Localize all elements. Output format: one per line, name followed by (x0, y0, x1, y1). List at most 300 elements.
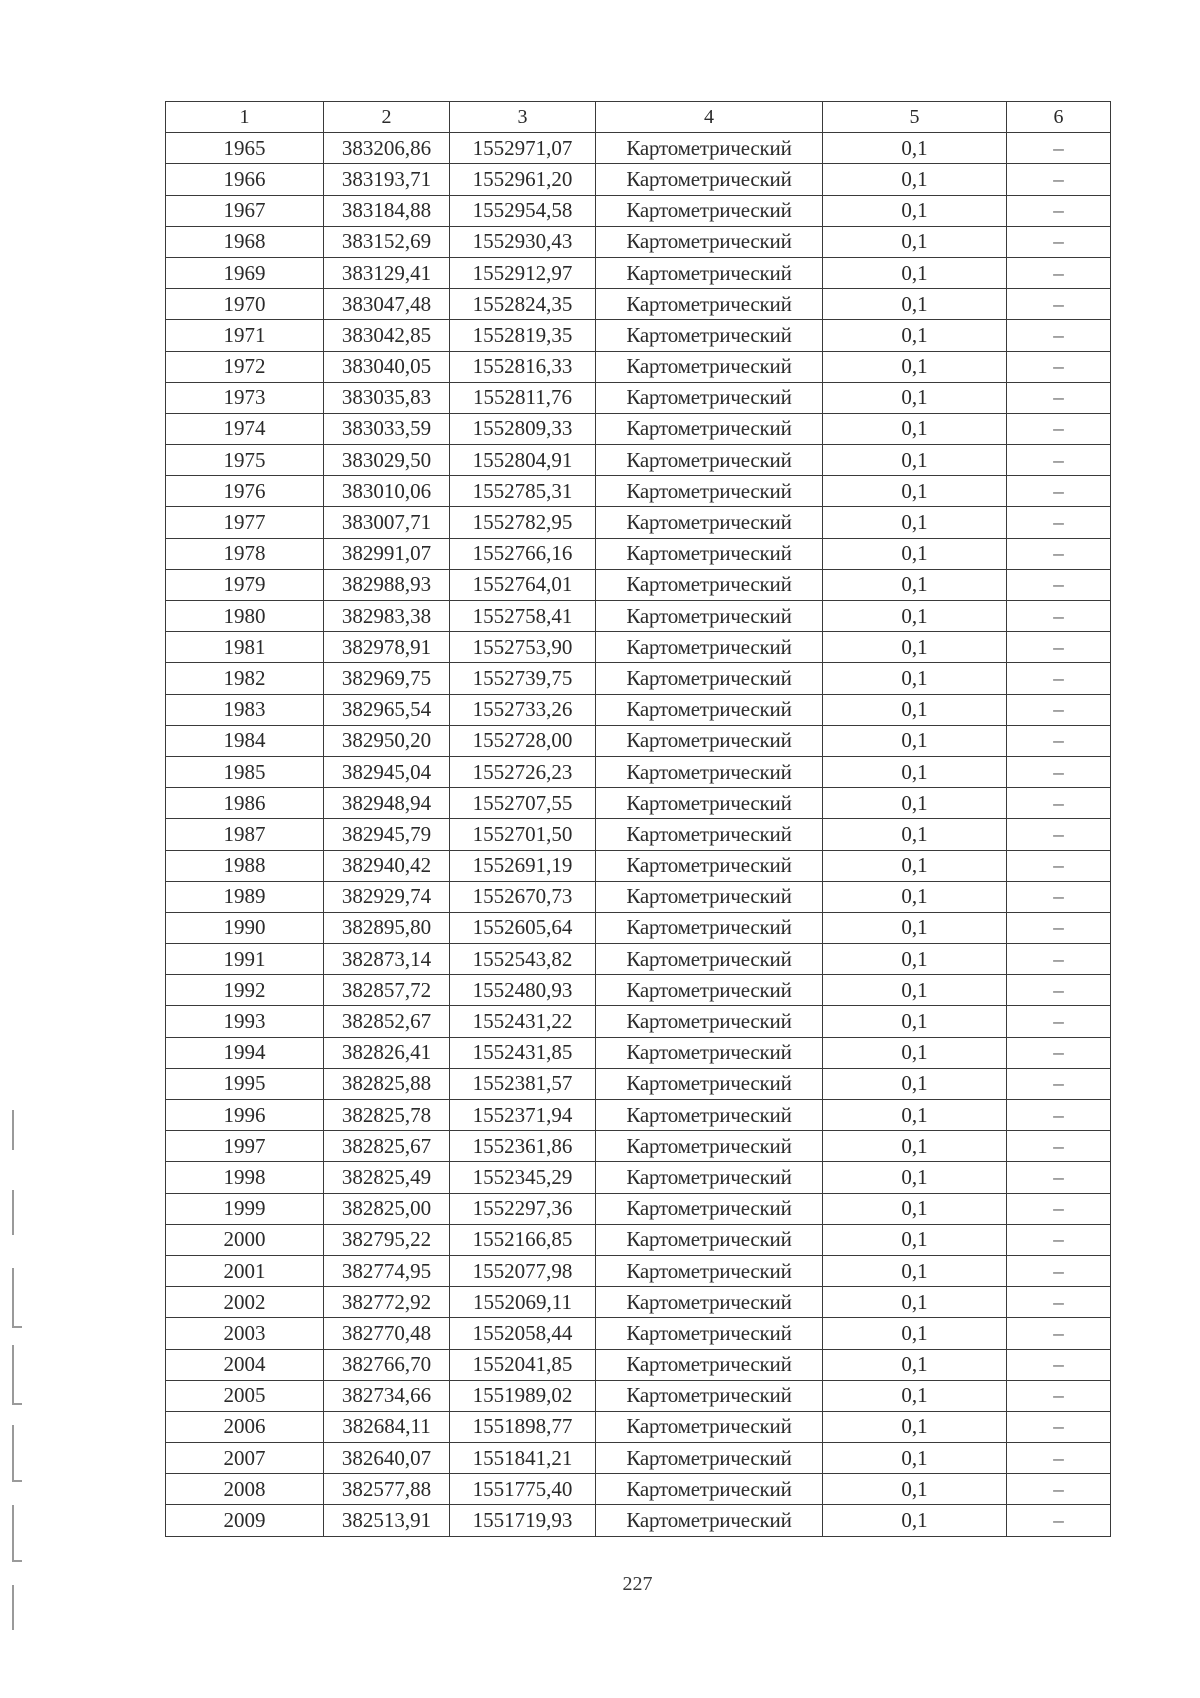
cell-method: Картометрический (596, 1068, 823, 1099)
table-row (166, 975, 1111, 1006)
cell-method: Картометрический (596, 881, 823, 912)
cell-coordinate-y: 1552041,85 (450, 1349, 596, 1380)
cell-point-number: 1986 (166, 788, 324, 819)
table-body (166, 133, 1111, 1536)
table-row (166, 1380, 1111, 1411)
cell-accuracy: 0,1 (823, 725, 1007, 756)
table-row (166, 195, 1111, 226)
table-row (166, 133, 1111, 164)
cell-coordinate-x: 383040,05 (324, 351, 450, 382)
cell-accuracy: 0,1 (823, 445, 1007, 476)
cell-accuracy: 0,1 (823, 1162, 1007, 1193)
cell-coordinate-x: 382969,75 (324, 663, 450, 694)
table-row (166, 1349, 1111, 1380)
cell-coordinate-y: 1552431,85 (450, 1037, 596, 1068)
page-number: 227 (622, 1573, 653, 1595)
cell-method: Картометрический (596, 257, 823, 288)
cell-point-number: 2001 (166, 1255, 324, 1286)
cell-method: Картометрический (596, 1224, 823, 1255)
cell-coordinate-x: 382895,80 (324, 912, 450, 943)
scan-mark (12, 1190, 14, 1235)
cell-coordinate-y: 1552961,20 (450, 164, 596, 195)
table-row (166, 1318, 1111, 1349)
cell-coordinate-x: 382991,07 (324, 538, 450, 569)
table-row (166, 1287, 1111, 1318)
cell-accuracy: 0,1 (823, 1100, 1007, 1131)
cell-note: – (1007, 944, 1111, 975)
cell-coordinate-x: 382988,93 (324, 569, 450, 600)
cell-accuracy: 0,1 (823, 663, 1007, 694)
table-row (166, 881, 1111, 912)
cell-note: – (1007, 912, 1111, 943)
table-row (166, 1505, 1111, 1536)
cell-coordinate-y: 1552766,16 (450, 538, 596, 569)
cell-accuracy: 0,1 (823, 382, 1007, 413)
cell-method: Картометрический (596, 320, 823, 351)
cell-coordinate-y: 1552691,19 (450, 850, 596, 881)
cell-note: – (1007, 164, 1111, 195)
cell-accuracy: 0,1 (823, 569, 1007, 600)
cell-coordinate-y: 1552297,36 (450, 1193, 596, 1224)
table-row (166, 1193, 1111, 1224)
cell-coordinate-x: 383129,41 (324, 257, 450, 288)
cell-point-number: 1974 (166, 413, 324, 444)
cell-accuracy: 0,1 (823, 1255, 1007, 1286)
cell-method: Картометрический (596, 351, 823, 382)
cell-point-number: 1993 (166, 1006, 324, 1037)
cell-method: Картометрический (596, 725, 823, 756)
table-row (166, 569, 1111, 600)
cell-note: – (1007, 257, 1111, 288)
cell-point-number: 1983 (166, 694, 324, 725)
cell-note: – (1007, 1287, 1111, 1318)
header-cell-4: 4 (596, 102, 823, 133)
cell-accuracy: 0,1 (823, 944, 1007, 975)
cell-note: – (1007, 1318, 1111, 1349)
cell-accuracy: 0,1 (823, 1287, 1007, 1318)
cell-point-number: 2004 (166, 1349, 324, 1380)
cell-coordinate-y: 1552824,35 (450, 289, 596, 320)
cell-coordinate-x: 382965,54 (324, 694, 450, 725)
cell-coordinate-y: 1552971,07 (450, 133, 596, 164)
header-cell-6: 6 (1007, 102, 1111, 133)
header-cell-5: 5 (823, 102, 1007, 133)
cell-coordinate-x: 382825,78 (324, 1100, 450, 1131)
table-row (166, 756, 1111, 787)
cell-method: Картометрический (596, 1255, 823, 1286)
cell-coordinate-x: 382826,41 (324, 1037, 450, 1068)
cell-note: – (1007, 1193, 1111, 1224)
table-row (166, 1443, 1111, 1474)
cell-accuracy: 0,1 (823, 538, 1007, 569)
cell-method: Картометрический (596, 601, 823, 632)
cell-coordinate-y: 1552785,31 (450, 476, 596, 507)
cell-point-number: 1987 (166, 819, 324, 850)
cell-method: Картометрический (596, 975, 823, 1006)
cell-accuracy: 0,1 (823, 1474, 1007, 1505)
cell-accuracy: 0,1 (823, 975, 1007, 1006)
cell-coordinate-y: 1552361,86 (450, 1131, 596, 1162)
cell-method: Картометрический (596, 1100, 823, 1131)
cell-point-number: 1991 (166, 944, 324, 975)
cell-note: – (1007, 632, 1111, 663)
cell-point-number: 1997 (166, 1131, 324, 1162)
table-row (166, 725, 1111, 756)
cell-coordinate-x: 383206,86 (324, 133, 450, 164)
cell-accuracy: 0,1 (823, 788, 1007, 819)
cell-note: – (1007, 1474, 1111, 1505)
table-row (166, 1255, 1111, 1286)
cell-point-number: 2009 (166, 1505, 324, 1536)
header-row (166, 102, 1111, 133)
cell-coordinate-y: 1552809,33 (450, 413, 596, 444)
cell-coordinate-y: 1551841,21 (450, 1443, 596, 1474)
cell-coordinate-y: 1552431,22 (450, 1006, 596, 1037)
cell-method: Картометрический (596, 1349, 823, 1380)
cell-point-number: 1979 (166, 569, 324, 600)
cell-point-number: 2005 (166, 1380, 324, 1411)
cell-accuracy: 0,1 (823, 257, 1007, 288)
table-row (166, 476, 1111, 507)
cell-point-number: 1980 (166, 601, 324, 632)
cell-note: – (1007, 850, 1111, 881)
cell-coordinate-x: 382774,95 (324, 1255, 450, 1286)
table-row (166, 351, 1111, 382)
cell-coordinate-y: 1552912,97 (450, 257, 596, 288)
cell-coordinate-y: 1551989,02 (450, 1380, 596, 1411)
cell-coordinate-x: 382873,14 (324, 944, 450, 975)
cell-note: – (1007, 538, 1111, 569)
cell-point-number: 2003 (166, 1318, 324, 1349)
cell-accuracy: 0,1 (823, 507, 1007, 538)
cell-accuracy: 0,1 (823, 601, 1007, 632)
cell-method: Картометрический (596, 663, 823, 694)
table-row (166, 944, 1111, 975)
cell-method: Картометрический (596, 413, 823, 444)
cell-note: – (1007, 476, 1111, 507)
cell-accuracy: 0,1 (823, 195, 1007, 226)
cell-coordinate-x: 382929,74 (324, 881, 450, 912)
cell-coordinate-x: 382577,88 (324, 1474, 450, 1505)
table-row (166, 1224, 1111, 1255)
cell-accuracy: 0,1 (823, 1068, 1007, 1099)
table-row (166, 819, 1111, 850)
cell-accuracy: 0,1 (823, 320, 1007, 351)
cell-point-number: 1965 (166, 133, 324, 164)
cell-method: Картометрический (596, 944, 823, 975)
cell-method: Картометрический (596, 1411, 823, 1442)
cell-point-number: 1978 (166, 538, 324, 569)
cell-method: Картометрический (596, 382, 823, 413)
cell-coordinate-y: 1552819,35 (450, 320, 596, 351)
cell-note: – (1007, 1006, 1111, 1037)
table-row (166, 164, 1111, 195)
cell-coordinate-x: 382852,67 (324, 1006, 450, 1037)
cell-note: – (1007, 1068, 1111, 1099)
cell-point-number: 1994 (166, 1037, 324, 1068)
cell-coordinate-x: 383184,88 (324, 195, 450, 226)
cell-point-number: 2008 (166, 1474, 324, 1505)
cell-coordinate-y: 1552930,43 (450, 226, 596, 257)
cell-coordinate-x: 382983,38 (324, 601, 450, 632)
cell-coordinate-y: 1552954,58 (450, 195, 596, 226)
cell-coordinate-x: 382825,49 (324, 1162, 450, 1193)
cell-note: – (1007, 320, 1111, 351)
cell-method: Картометрический (596, 1193, 823, 1224)
cell-method: Картометрический (596, 1474, 823, 1505)
cell-accuracy: 0,1 (823, 1318, 1007, 1349)
cell-coordinate-y: 1552166,85 (450, 1224, 596, 1255)
cell-point-number: 2006 (166, 1411, 324, 1442)
cell-coordinate-y: 1552345,29 (450, 1162, 596, 1193)
cell-method: Картометрический (596, 632, 823, 663)
cell-note: – (1007, 1443, 1111, 1474)
cell-coordinate-x: 382940,42 (324, 850, 450, 881)
cell-note: – (1007, 195, 1111, 226)
cell-accuracy: 0,1 (823, 694, 1007, 725)
cell-point-number: 1992 (166, 975, 324, 1006)
cell-point-number: 1969 (166, 257, 324, 288)
cell-accuracy: 0,1 (823, 1380, 1007, 1411)
table-row (166, 788, 1111, 819)
cell-accuracy: 0,1 (823, 1224, 1007, 1255)
cell-coordinate-y: 1552811,76 (450, 382, 596, 413)
table-row (166, 320, 1111, 351)
cell-accuracy: 0,1 (823, 164, 1007, 195)
cell-point-number: 1999 (166, 1193, 324, 1224)
cell-coordinate-x: 383010,06 (324, 476, 450, 507)
table-row (166, 382, 1111, 413)
cell-note: – (1007, 226, 1111, 257)
cell-note: – (1007, 1505, 1111, 1536)
cell-method: Картометрический (596, 569, 823, 600)
cell-accuracy: 0,1 (823, 351, 1007, 382)
cell-point-number: 1990 (166, 912, 324, 943)
cell-method: Картометрический (596, 1380, 823, 1411)
cell-method: Картометрический (596, 850, 823, 881)
cell-coordinate-y: 1552701,50 (450, 819, 596, 850)
cell-accuracy: 0,1 (823, 226, 1007, 257)
cell-accuracy: 0,1 (823, 476, 1007, 507)
cell-coordinate-y: 1552371,94 (450, 1100, 596, 1131)
cell-method: Картометрический (596, 476, 823, 507)
cell-point-number: 1981 (166, 632, 324, 663)
cell-method: Картометрический (596, 507, 823, 538)
table-row (166, 632, 1111, 663)
cell-note: – (1007, 663, 1111, 694)
cell-method: Картометрический (596, 1131, 823, 1162)
table-row (166, 663, 1111, 694)
cell-point-number: 1985 (166, 756, 324, 787)
header-cell-3: 3 (450, 102, 596, 133)
cell-note: – (1007, 756, 1111, 787)
cell-point-number: 1971 (166, 320, 324, 351)
cell-note: – (1007, 1037, 1111, 1068)
cell-coordinate-y: 1552605,64 (450, 912, 596, 943)
cell-method: Картометрический (596, 133, 823, 164)
cell-coordinate-x: 382795,22 (324, 1224, 450, 1255)
cell-accuracy: 0,1 (823, 133, 1007, 164)
cell-coordinate-y: 1552670,73 (450, 881, 596, 912)
cell-method: Картометрический (596, 756, 823, 787)
table-row (166, 445, 1111, 476)
cell-point-number: 2000 (166, 1224, 324, 1255)
cell-coordinate-x: 382825,88 (324, 1068, 450, 1099)
table-row (166, 226, 1111, 257)
cell-accuracy: 0,1 (823, 1349, 1007, 1380)
cell-coordinate-y: 1552739,75 (450, 663, 596, 694)
cell-coordinate-y: 1552707,55 (450, 788, 596, 819)
cell-point-number: 1967 (166, 195, 324, 226)
cell-coordinate-x: 382950,20 (324, 725, 450, 756)
cell-accuracy: 0,1 (823, 1006, 1007, 1037)
cell-accuracy: 0,1 (823, 850, 1007, 881)
cell-note: – (1007, 445, 1111, 476)
cell-coordinate-y: 1552782,95 (450, 507, 596, 538)
cell-note: – (1007, 1255, 1111, 1286)
table-row (166, 1474, 1111, 1505)
cell-accuracy: 0,1 (823, 413, 1007, 444)
cell-note: – (1007, 133, 1111, 164)
cell-point-number: 2007 (166, 1443, 324, 1474)
cell-note: – (1007, 413, 1111, 444)
cell-accuracy: 0,1 (823, 1505, 1007, 1536)
cell-point-number: 1977 (166, 507, 324, 538)
cell-coordinate-x: 382978,91 (324, 632, 450, 663)
cell-method: Картометрический (596, 788, 823, 819)
cell-coordinate-y: 1552480,93 (450, 975, 596, 1006)
scan-mark (12, 1505, 22, 1562)
cell-coordinate-y: 1552726,23 (450, 756, 596, 787)
cell-note: – (1007, 694, 1111, 725)
cell-coordinate-y: 1551775,40 (450, 1474, 596, 1505)
table-row (166, 601, 1111, 632)
cell-accuracy: 0,1 (823, 289, 1007, 320)
cell-coordinate-y: 1552764,01 (450, 569, 596, 600)
cell-method: Картометрический (596, 164, 823, 195)
cell-accuracy: 0,1 (823, 1193, 1007, 1224)
cell-coordinate-x: 383042,85 (324, 320, 450, 351)
table-header (166, 102, 1111, 133)
cell-note: – (1007, 289, 1111, 320)
header-cell-2: 2 (324, 102, 450, 133)
cell-method: Картометрический (596, 1006, 823, 1037)
cell-note: – (1007, 881, 1111, 912)
cell-accuracy: 0,1 (823, 912, 1007, 943)
cell-coordinate-x: 382772,92 (324, 1287, 450, 1318)
scan-mark (12, 1345, 22, 1405)
cell-method: Картометрический (596, 1037, 823, 1068)
cell-note: – (1007, 1224, 1111, 1255)
table-row (166, 1006, 1111, 1037)
cell-coordinate-x: 383033,59 (324, 413, 450, 444)
cell-note: – (1007, 1131, 1111, 1162)
cell-method: Картометрический (596, 226, 823, 257)
cell-accuracy: 0,1 (823, 756, 1007, 787)
cell-note: – (1007, 1349, 1111, 1380)
cell-point-number: 1989 (166, 881, 324, 912)
cell-accuracy: 0,1 (823, 632, 1007, 663)
cell-accuracy: 0,1 (823, 1411, 1007, 1442)
cell-point-number: 2002 (166, 1287, 324, 1318)
cell-note: – (1007, 975, 1111, 1006)
table-row (166, 1411, 1111, 1442)
cell-note: – (1007, 382, 1111, 413)
cell-point-number: 1982 (166, 663, 324, 694)
cell-coordinate-y: 1552543,82 (450, 944, 596, 975)
cell-coordinate-x: 382948,94 (324, 788, 450, 819)
cell-coordinate-x: 382825,67 (324, 1131, 450, 1162)
cell-point-number: 1966 (166, 164, 324, 195)
scan-mark (12, 1268, 22, 1328)
cell-method: Картометрический (596, 694, 823, 725)
cell-method: Картометрический (596, 1287, 823, 1318)
table-row (166, 1037, 1111, 1068)
cell-point-number: 1988 (166, 850, 324, 881)
cell-accuracy: 0,1 (823, 819, 1007, 850)
cell-coordinate-x: 382640,07 (324, 1443, 450, 1474)
cell-method: Картометрический (596, 912, 823, 943)
table-row (166, 257, 1111, 288)
cell-coordinate-x: 383193,71 (324, 164, 450, 195)
cell-point-number: 1995 (166, 1068, 324, 1099)
cell-coordinate-x: 383152,69 (324, 226, 450, 257)
cell-coordinate-x: 382945,79 (324, 819, 450, 850)
cell-accuracy: 0,1 (823, 881, 1007, 912)
cell-coordinate-x: 382766,70 (324, 1349, 450, 1380)
cell-method: Картометрический (596, 1318, 823, 1349)
cell-point-number: 1970 (166, 289, 324, 320)
coordinates-table (165, 101, 1111, 1537)
cell-coordinate-y: 1552758,41 (450, 601, 596, 632)
cell-coordinate-y: 1551898,77 (450, 1411, 596, 1442)
scan-mark (12, 1425, 22, 1482)
cell-point-number: 1972 (166, 351, 324, 382)
cell-coordinate-y: 1552728,00 (450, 725, 596, 756)
table-row (166, 1162, 1111, 1193)
cell-point-number: 1968 (166, 226, 324, 257)
cell-coordinate-x: 382734,66 (324, 1380, 450, 1411)
cell-method: Картометрический (596, 289, 823, 320)
cell-coordinate-y: 1552077,98 (450, 1255, 596, 1286)
cell-point-number: 1984 (166, 725, 324, 756)
cell-note: – (1007, 1100, 1111, 1131)
table-row (166, 912, 1111, 943)
cell-coordinate-y: 1551719,93 (450, 1505, 596, 1536)
cell-coordinate-x: 382945,04 (324, 756, 450, 787)
cell-method: Картометрический (596, 538, 823, 569)
scan-mark (12, 1110, 14, 1150)
table-row (166, 850, 1111, 881)
table-row (166, 538, 1111, 569)
cell-accuracy: 0,1 (823, 1037, 1007, 1068)
cell-note: – (1007, 569, 1111, 600)
table-row (166, 1131, 1111, 1162)
cell-point-number: 1996 (166, 1100, 324, 1131)
cell-coordinate-x: 383007,71 (324, 507, 450, 538)
cell-method: Картометрический (596, 1162, 823, 1193)
cell-method: Картометрический (596, 445, 823, 476)
cell-method: Картометрический (596, 195, 823, 226)
cell-point-number: 1998 (166, 1162, 324, 1193)
cell-accuracy: 0,1 (823, 1443, 1007, 1474)
cell-coordinate-y: 1552816,33 (450, 351, 596, 382)
cell-coordinate-x: 383047,48 (324, 289, 450, 320)
cell-coordinate-x: 383029,50 (324, 445, 450, 476)
cell-note: – (1007, 1162, 1111, 1193)
cell-note: – (1007, 819, 1111, 850)
cell-method: Картометрический (596, 819, 823, 850)
